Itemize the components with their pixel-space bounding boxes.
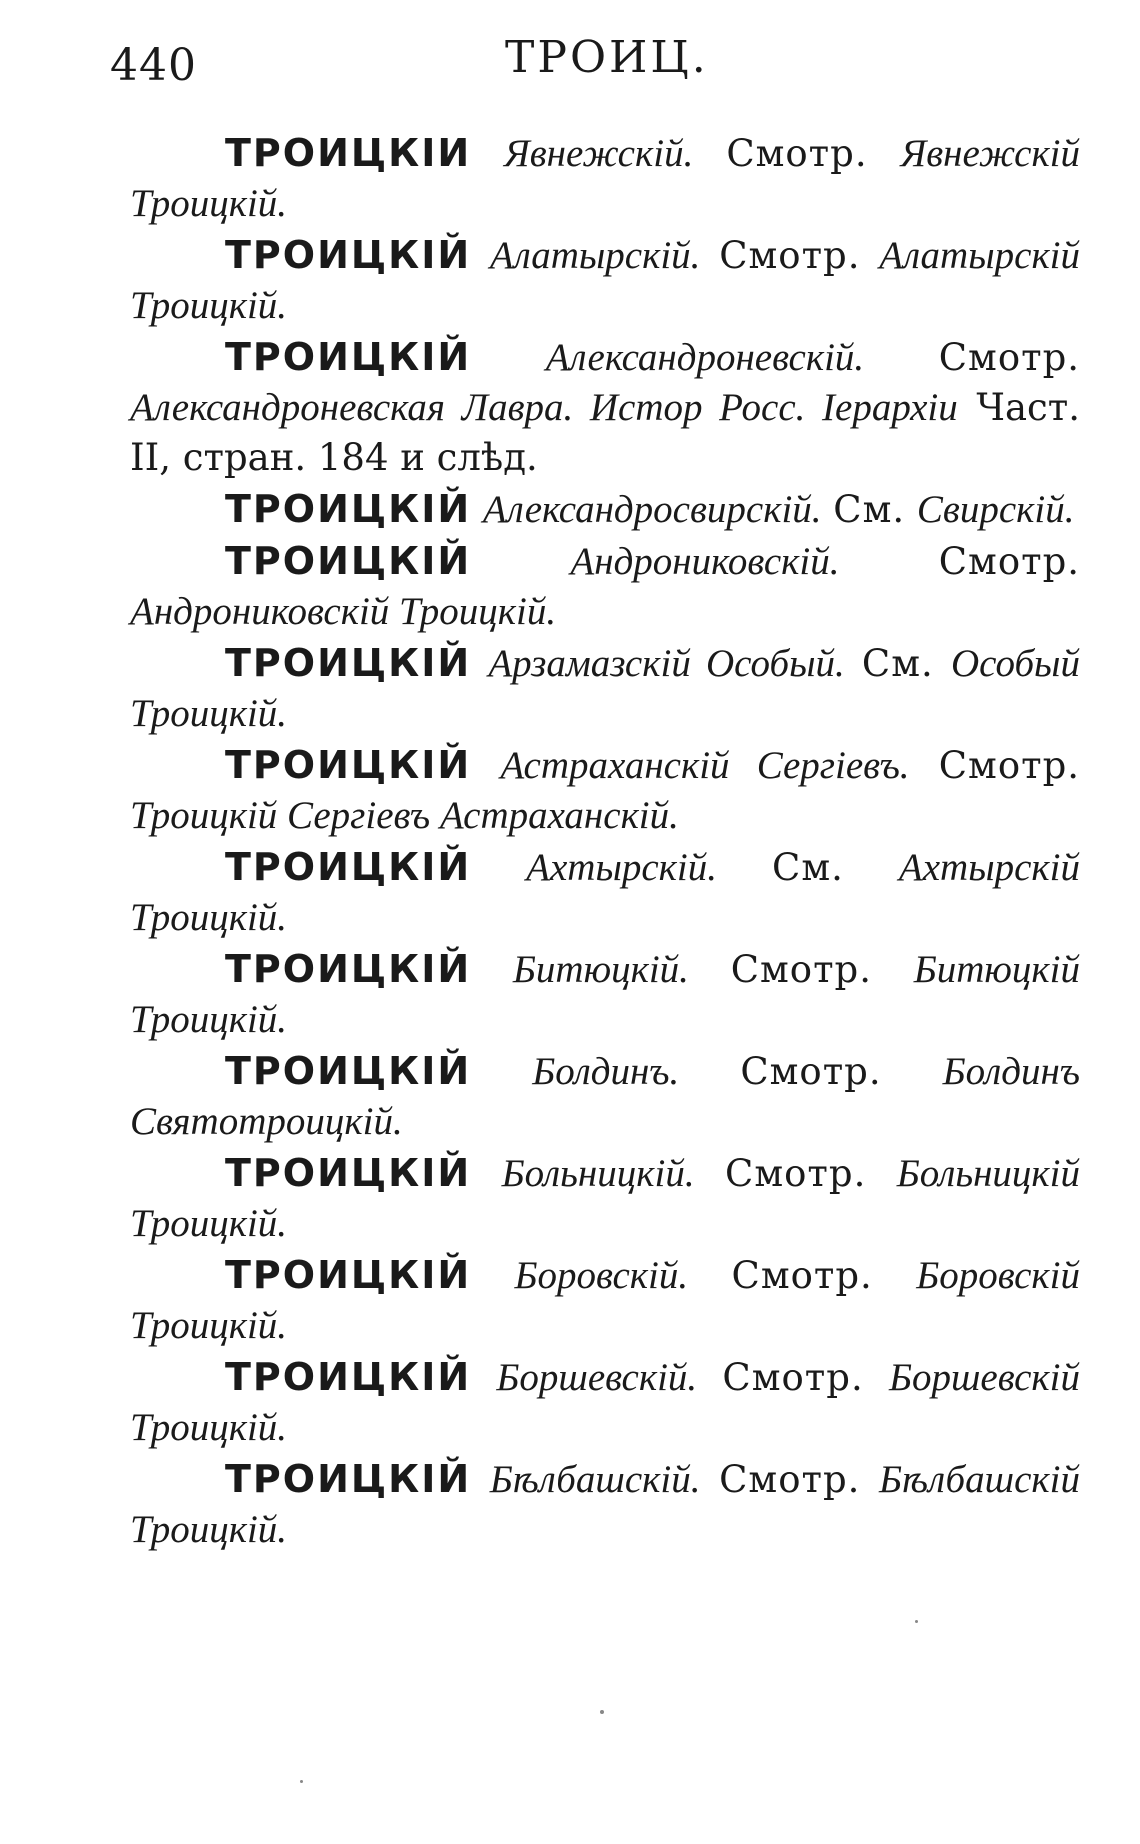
running-head: ТРОИЦ. — [505, 32, 709, 83]
entry-headword: ТРОИЦКІЙ — [225, 487, 472, 531]
entry-name: Больницкій. — [501, 1152, 695, 1195]
entry-headword: ТРОИЦКІЙ — [225, 1355, 472, 1399]
entry — [130, 944, 1080, 1045]
entry-headword: ТРОИЦКІЙ — [225, 1151, 472, 1195]
entry-see: См. — [833, 488, 906, 531]
entry — [130, 638, 1080, 739]
entry-reference: Александроневская Лавра. Истор Росс. Іерархіи — [130, 386, 958, 429]
page-number: 440 — [110, 40, 197, 91]
entry-reference: Болдинъ Святотроицкій. — [130, 1050, 1081, 1143]
entry-headword: ТРОИЦКІЙ — [225, 641, 472, 685]
entry-name: Андрониковскій. — [570, 540, 840, 583]
entry-see: Смотр. — [719, 1458, 861, 1501]
entry-name: Явнежскій. — [504, 132, 694, 175]
entry — [130, 1454, 1080, 1555]
entry-reference: Троицкій Сергіевъ Астраханскій. — [130, 794, 679, 837]
entry-name: Болдинъ. — [532, 1050, 680, 1093]
entry-headword: ТРОИЦКІЙ — [225, 233, 472, 277]
entry-see: Смотр. — [740, 1050, 882, 1093]
entry-reference: Явнежскій Троицкій. — [130, 132, 1081, 225]
entry-name: Арзамазскій Особый. — [488, 642, 845, 685]
entry-name: Александросвирскій. — [482, 488, 822, 531]
dictionary-entries — [130, 128, 1080, 1556]
entry-see: Смотр. — [731, 1254, 873, 1297]
entry-see: Смотр. — [719, 234, 861, 277]
entry-reference: Свирскій. — [916, 488, 1075, 531]
scan-speck — [600, 1710, 604, 1714]
scan-speck — [915, 1620, 918, 1623]
entry — [130, 1046, 1080, 1147]
entry-see: Смотр. — [722, 1356, 864, 1399]
entry-name: Боршевскій. — [496, 1356, 698, 1399]
entry-name: Бѣлбашскій. — [489, 1458, 701, 1501]
entry-note: Част. II, стран. 184 и слѣд. — [130, 386, 1080, 479]
entry — [130, 1352, 1080, 1453]
entry-see: Смотр. — [938, 336, 1081, 379]
entry-name: Битюцкій. — [512, 948, 689, 991]
entry-see: См. — [772, 846, 844, 889]
entry-headword: ТРОИЦКІЙ — [225, 1457, 472, 1501]
entry-see: Смотр. — [730, 948, 872, 991]
entry-headword: ТРОИЦКІЙ — [225, 947, 472, 991]
entry — [130, 1148, 1080, 1249]
entry-name: Астраханскій Сергіевъ. — [500, 744, 910, 787]
entry — [130, 230, 1080, 331]
entry — [130, 842, 1080, 943]
entry-reference: Бѣлбашскій Троицкій. — [130, 1458, 1080, 1551]
entry-headword: ТРОИЦКІЙ — [225, 335, 472, 379]
entry — [130, 484, 1080, 535]
entry-reference: Боровскій Троицкій. — [130, 1254, 1081, 1347]
entry-reference: Боршевскій Троицкій. — [130, 1356, 1080, 1449]
entry-headword: ТРОИЦКІЙ — [225, 743, 472, 787]
entry-reference: Больницкій Троицкій. — [130, 1152, 1081, 1245]
entry-headword: ТРОИЦКІЙ — [225, 539, 472, 583]
entry-see: Смотр. — [938, 744, 1081, 787]
entry-reference: Алатырскій Троицкій. — [130, 234, 1081, 327]
entry-see: См. — [861, 642, 934, 685]
entry-reference: Ахтырскій Троицкій. — [130, 846, 1081, 939]
scan-speck — [300, 1780, 303, 1783]
entry — [130, 536, 1080, 637]
entry-headword: ТРОИЦКІИ — [225, 131, 472, 175]
entry-reference: Особый Троицкій. — [130, 642, 1080, 735]
entry-reference: Андрониковскій Троицкій. — [130, 590, 557, 633]
entry-see: Смотр. — [725, 1152, 867, 1195]
entry-name: Боровскій. — [514, 1254, 689, 1297]
entry-headword: ТРОИЦКІЙ — [225, 1253, 472, 1297]
entry-reference: Битюцкій Троицкій. — [130, 948, 1081, 1041]
entry — [130, 128, 1080, 229]
entry-name: Александроневскій. — [545, 336, 865, 379]
entry-headword: ТРОИЦКІЙ — [225, 1049, 472, 1093]
entry-name: Алатырскій. — [489, 234, 701, 277]
entry-see: Смотр. — [938, 540, 1081, 583]
entry — [130, 740, 1080, 841]
entry-name: Ахтырскій. — [526, 846, 718, 889]
entry-headword: ТРОИЦКІЙ — [225, 845, 472, 889]
entry — [130, 332, 1080, 483]
entry — [130, 1250, 1080, 1351]
entry-see: Смотр. — [726, 132, 868, 175]
